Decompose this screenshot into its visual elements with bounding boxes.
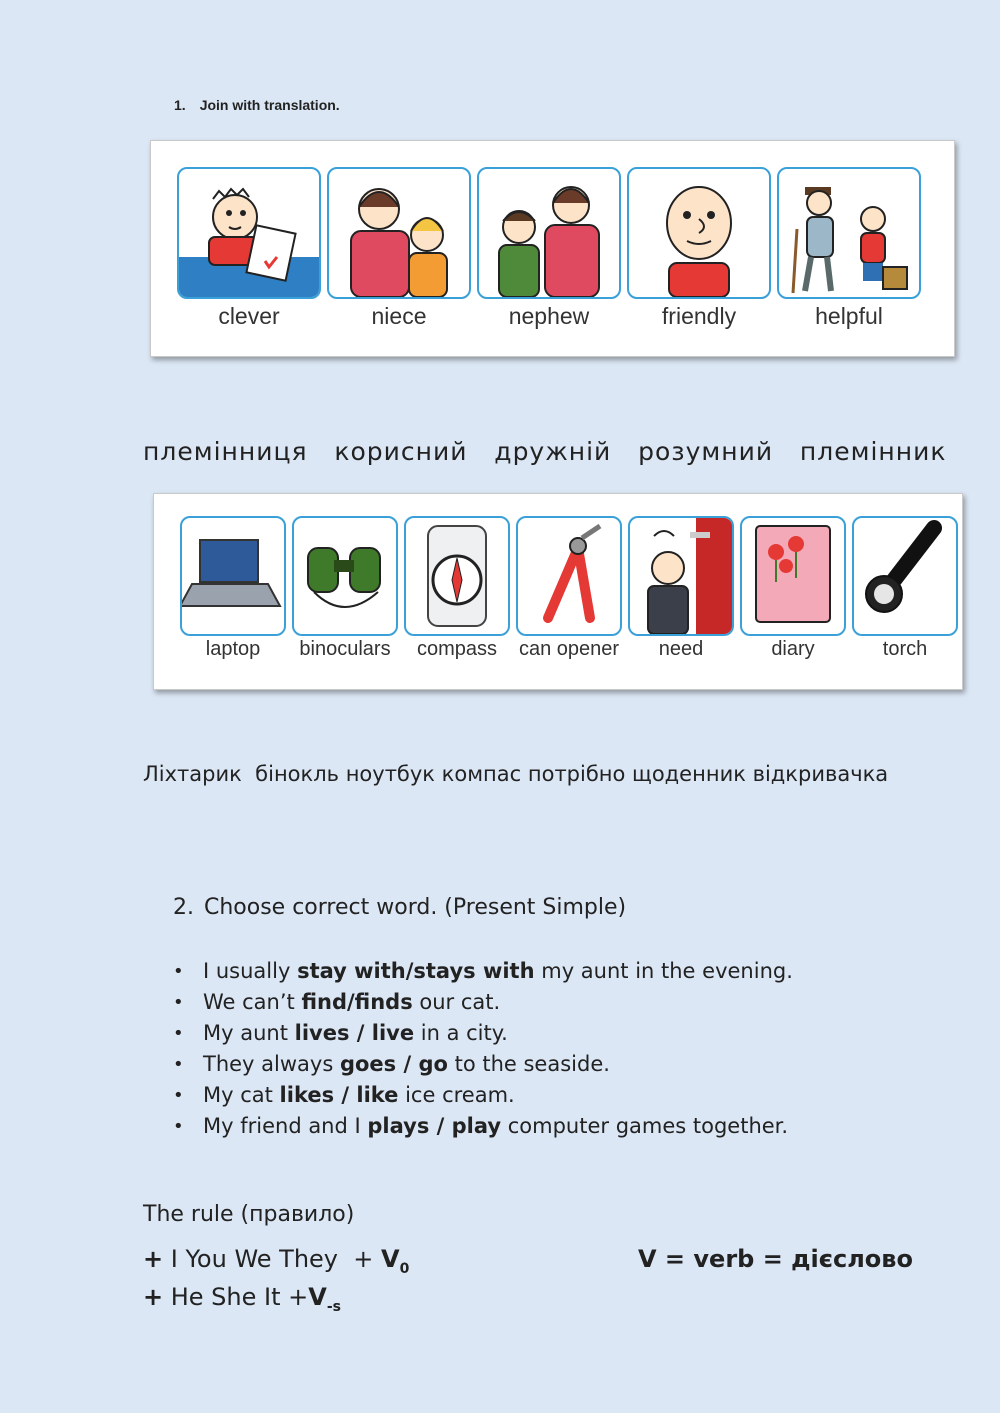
compass-icon [404, 516, 510, 636]
bullet: • [173, 992, 184, 1013]
card-nephew [477, 167, 621, 330]
task1-number: 1. [174, 97, 186, 113]
clever-boy-illustration [177, 167, 321, 299]
sentence-post: my aunt in the evening. [534, 959, 793, 983]
sentence-post: ice cream. [398, 1083, 515, 1107]
word-binoculars: binoculars [299, 638, 391, 660]
answer-choice[interactable]: goes / go [339, 1052, 448, 1076]
sentence-pre: My aunt [203, 1021, 295, 1045]
card-laptop [180, 516, 286, 662]
rule-definition: V = verb = дієслово [638, 1245, 913, 1273]
task2-number: 2. [173, 895, 194, 920]
sentence-pre: We can’t [203, 990, 302, 1014]
card-helpful [777, 167, 921, 330]
list-item [173, 1111, 793, 1142]
rule-pronouns-plural: I You We They + [163, 1245, 381, 1273]
card-diary [740, 516, 846, 662]
verb-symbol: V [308, 1283, 327, 1311]
plus-sign: + [143, 1245, 164, 1273]
bullet: • [173, 1054, 184, 1075]
picture-strip-1 [150, 140, 955, 357]
niece-illustration [327, 167, 471, 299]
word-helpful: helpful [815, 303, 883, 329]
sentence-pre: My cat [203, 1083, 280, 1107]
list-item [173, 1018, 793, 1049]
friendly-boy-illustration [627, 167, 771, 299]
binoculars-icon [292, 516, 398, 636]
nephew-illustration [477, 167, 621, 299]
card-niece [327, 167, 471, 330]
verb-symbol: V [381, 1245, 400, 1273]
word-compass: compass [416, 638, 498, 660]
bullet: • [173, 1023, 184, 1044]
plus-sign: + [143, 1283, 164, 1311]
task1-heading [174, 97, 340, 113]
card-clever [177, 167, 321, 330]
list-item [173, 956, 793, 987]
word-diary: diary [771, 638, 815, 660]
bullet: • [173, 961, 184, 982]
laptop-illustration [180, 516, 286, 636]
word-torch: torch [882, 638, 928, 660]
rule-line-singular [143, 1283, 341, 1315]
word-need: need [658, 638, 704, 660]
rule-title: The rule (правило) [143, 1202, 355, 1227]
card-need [628, 516, 734, 662]
card-binoculars [292, 516, 398, 662]
answer-choice[interactable]: stay with/stays with [297, 959, 535, 983]
answer-choice[interactable]: plays / play [367, 1114, 502, 1138]
sentence-post: our cat. [412, 990, 501, 1014]
list-item [173, 987, 793, 1018]
card-torch [852, 516, 958, 662]
task1b-translations: Ліхтарик бінокль ноутбук компас потрібно щоденник відкривачка [143, 762, 889, 786]
torch-icon [852, 516, 958, 636]
word-friendly: friendly [661, 303, 737, 329]
need-illustration [628, 516, 734, 636]
picture-strip-2 [153, 493, 963, 690]
answer-choice[interactable]: lives / live [294, 1021, 415, 1045]
sentence-post: in a city. [414, 1021, 508, 1045]
task1-translations: племінниця корисний дружній розумний племінник [143, 437, 947, 466]
card-compass [404, 516, 510, 662]
word-clever: clever [218, 303, 280, 329]
list-item [173, 1080, 793, 1111]
task2-heading [173, 895, 626, 920]
sentence-post: to the seaside. [447, 1052, 610, 1076]
sentence-pre: My friend and I [203, 1114, 368, 1138]
list-item [173, 1049, 793, 1080]
verb-subscript: -s [326, 1298, 341, 1315]
word-laptop: laptop [205, 638, 261, 660]
diary-icon [740, 516, 846, 636]
sentence-list [173, 956, 793, 1142]
sentence-post: computer games together. [501, 1114, 789, 1138]
rule-line-plural [143, 1245, 409, 1277]
task2-title: Choose correct word. (Present Simple) [204, 895, 627, 920]
word-nephew: nephew [508, 303, 590, 329]
word-niece: niece [371, 303, 427, 329]
sentence-pre: I usually [203, 959, 298, 983]
helpful-boy-illustration [777, 167, 921, 299]
task1-title: Join with translation. [199, 97, 340, 113]
can-opener-icon [516, 516, 622, 636]
answer-choice[interactable]: find/finds [301, 990, 413, 1014]
sentence-pre: They always [203, 1052, 340, 1076]
answer-choice[interactable]: likes / like [279, 1083, 399, 1107]
verb-subscript: 0 [399, 1260, 410, 1277]
card-friendly [627, 167, 771, 330]
word-can-opener: can opener [518, 638, 620, 660]
card-can-opener [516, 516, 622, 662]
bullet: • [173, 1085, 184, 1106]
rule-pronouns-singular: He She It + [163, 1283, 309, 1311]
bullet: • [173, 1116, 184, 1137]
